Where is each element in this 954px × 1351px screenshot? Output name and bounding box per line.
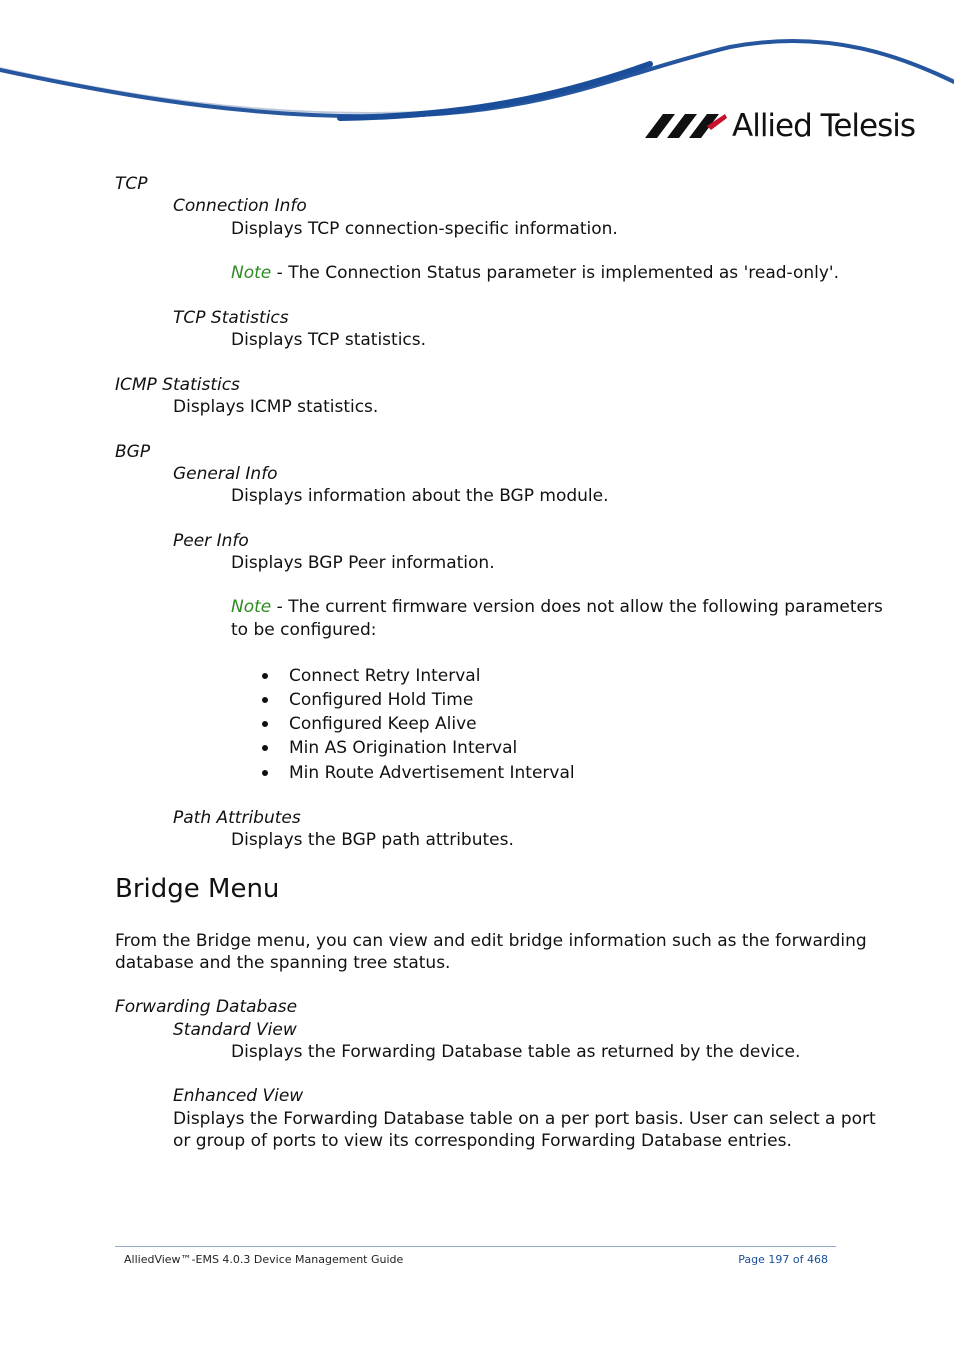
tcp-statistics-heading: TCP Statistics bbox=[173, 308, 289, 328]
list-item: Connect Retry Interval bbox=[289, 666, 481, 686]
footer-page-number: Page 197 of 468 bbox=[738, 1253, 828, 1266]
tcp-statistics-desc: Displays TCP statistics. bbox=[231, 330, 427, 350]
list-item: Min Route Advertisement Interval bbox=[289, 763, 575, 783]
list-item: Configured Keep Alive bbox=[289, 714, 477, 734]
note-text: - The current firmware version does not allow the following parameters bbox=[271, 597, 883, 617]
bridge-intro-line1: From the Bridge menu, you can view and edit bridge information such as the forwarding bbox=[115, 931, 867, 951]
bullet-dot bbox=[262, 697, 268, 703]
note-text: - The Connection Status parameter is implemented as 'read-only'. bbox=[271, 263, 840, 283]
bullet-dot bbox=[262, 673, 268, 679]
bridge-menu-heading: Bridge Menu bbox=[115, 874, 280, 904]
note-label: Note bbox=[231, 597, 272, 617]
peer-info-note-line1 bbox=[231, 597, 883, 617]
general-info-heading: General Info bbox=[173, 464, 278, 484]
enhanced-view-desc-line2: or group of ports to view its corresponding Forwarding Database entries. bbox=[173, 1131, 792, 1151]
footer-doc-title: AlliedView™-EMS 4.0.3 Device Management Guide bbox=[124, 1253, 404, 1266]
footer-divider bbox=[115, 1246, 836, 1247]
enhanced-view-heading: Enhanced View bbox=[173, 1086, 304, 1106]
connection-info-note bbox=[231, 263, 839, 283]
allied-telesis-logo-icon bbox=[645, 112, 727, 140]
bridge-intro-line2: database and the spanning tree status. bbox=[115, 953, 451, 973]
list-item: Min AS Origination Interval bbox=[289, 738, 518, 758]
bgp-heading: BGP bbox=[115, 442, 151, 462]
bullet-dot bbox=[262, 721, 268, 727]
note-label: Note bbox=[231, 263, 272, 283]
icmp-statistics-heading: ICMP Statistics bbox=[115, 375, 240, 395]
tcp-heading: TCP bbox=[115, 174, 148, 194]
peer-info-heading: Peer Info bbox=[173, 531, 249, 551]
peer-info-desc: Displays BGP Peer information. bbox=[231, 553, 495, 573]
peer-info-note-line2: to be configured: bbox=[231, 620, 377, 640]
bullet-dot bbox=[262, 745, 268, 751]
connection-info-heading: Connection Info bbox=[173, 196, 307, 216]
icmp-statistics-desc: Displays ICMP statistics. bbox=[173, 397, 379, 417]
logo-text: Allied Telesis bbox=[732, 108, 915, 144]
connection-info-desc: Displays TCP connection-specific information. bbox=[231, 219, 618, 239]
list-item: Configured Hold Time bbox=[289, 690, 474, 710]
bullet-dot bbox=[262, 770, 268, 776]
forwarding-database-heading: Forwarding Database bbox=[115, 997, 298, 1017]
standard-view-heading: Standard View bbox=[173, 1020, 297, 1040]
enhanced-view-desc-line1: Displays the Forwarding Database table on a per port basis. User can select a port bbox=[173, 1109, 876, 1129]
path-attributes-heading: Path Attributes bbox=[173, 808, 301, 828]
path-attributes-desc: Displays the BGP path attributes. bbox=[231, 830, 514, 850]
general-info-desc: Displays information about the BGP module. bbox=[231, 486, 609, 506]
standard-view-desc: Displays the Forwarding Database table as returned by the device. bbox=[231, 1042, 801, 1062]
